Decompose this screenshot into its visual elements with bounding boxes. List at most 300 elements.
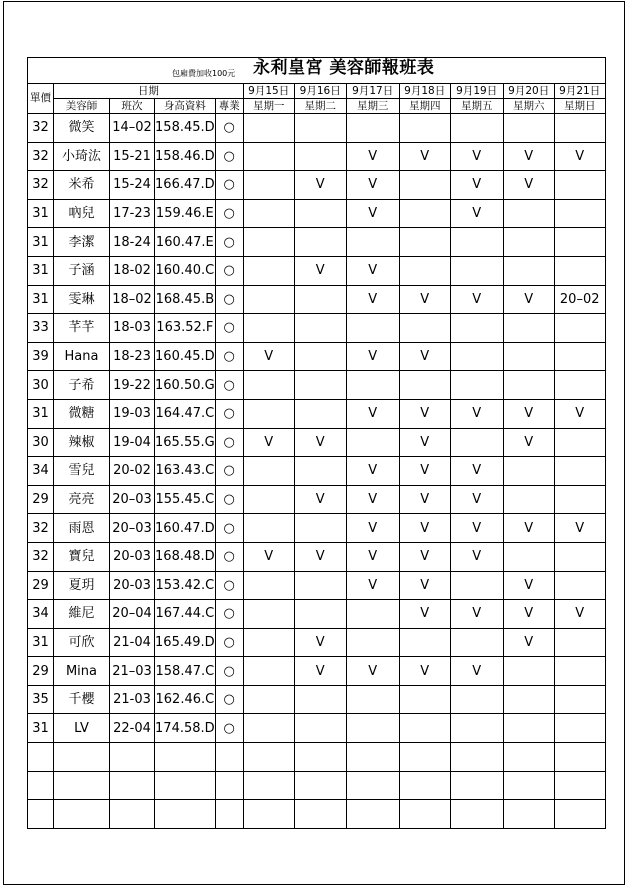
- empty-cell: [346, 771, 399, 800]
- day-cell: V: [503, 628, 554, 657]
- table-row: [28, 628, 606, 657]
- shift-cell: 19-04: [110, 428, 155, 457]
- specialty-cell: ○: [215, 399, 243, 428]
- profile-cell: 162.46.C: [155, 685, 216, 714]
- unit-price-cell: 29: [28, 571, 54, 600]
- day-cell: [554, 114, 605, 143]
- day-cell: V: [399, 457, 450, 486]
- empty-cell: [54, 800, 110, 829]
- day-cell: [346, 114, 399, 143]
- empty-cell: [215, 800, 243, 829]
- unit-price-cell: 31: [28, 199, 54, 228]
- day-cell: [243, 285, 294, 314]
- day-cell: V: [554, 399, 605, 428]
- day-cell: [243, 142, 294, 171]
- day-cell: [243, 371, 294, 400]
- day-cell: V: [399, 542, 450, 571]
- day-cell: V: [399, 285, 450, 314]
- day-cell: V: [399, 600, 450, 629]
- day-cell: [294, 685, 346, 714]
- profile-cell: 167.44.C: [155, 600, 216, 629]
- day-cell: [346, 428, 399, 457]
- day-cell: V: [450, 600, 503, 629]
- specialty-cell: ○: [215, 600, 243, 629]
- day-cell: V: [450, 542, 503, 571]
- date-header-cell: 9月20日: [503, 84, 554, 99]
- day-cell: [243, 171, 294, 200]
- specialty-cell: ○: [215, 685, 243, 714]
- table-row: [28, 657, 606, 686]
- empty-cell: [503, 743, 554, 772]
- day-cell: [294, 600, 346, 629]
- profile-cell: 158.47.C: [155, 657, 216, 686]
- profile-cell: 160.47.E: [155, 228, 216, 257]
- day-cell: [243, 571, 294, 600]
- table-row: [28, 228, 606, 257]
- profile-cell: 174.58.D: [155, 714, 216, 743]
- day-cell: [294, 514, 346, 543]
- profile-cell: 160.47.D: [155, 514, 216, 543]
- day-cell: V: [399, 399, 450, 428]
- day-cell: V: [294, 428, 346, 457]
- day-cell: [503, 199, 554, 228]
- day-cell: [243, 199, 294, 228]
- day-cell: [554, 714, 605, 743]
- empty-row: [28, 800, 606, 829]
- day-cell: [450, 685, 503, 714]
- date-header-cell: 9月21日: [554, 84, 605, 99]
- shift-cell: 20–03: [110, 514, 155, 543]
- day-cell: V: [294, 485, 346, 514]
- shift-cell: 21–03: [110, 657, 155, 686]
- stylist-name-cell: 雪兒: [54, 457, 110, 486]
- day-cell: [450, 114, 503, 143]
- empty-cell: [450, 743, 503, 772]
- specialty-cell: ○: [215, 457, 243, 486]
- day-cell: [399, 714, 450, 743]
- day-cell: V: [346, 399, 399, 428]
- specialty-cell: ○: [215, 228, 243, 257]
- day-cell: [503, 228, 554, 257]
- profile-cell: 166.47.D: [155, 171, 216, 200]
- day-cell: V: [294, 542, 346, 571]
- specialty-cell: ○: [215, 342, 243, 371]
- shift-cell: 18-23: [110, 342, 155, 371]
- day-cell: [503, 114, 554, 143]
- specialty-cell: ○: [215, 371, 243, 400]
- table-row: [28, 600, 606, 629]
- day-cell: [294, 114, 346, 143]
- table-row: [28, 457, 606, 486]
- table-row: [28, 256, 606, 285]
- specialty-cell: ○: [215, 171, 243, 200]
- table-row: [28, 571, 606, 600]
- unit-price-cell: 30: [28, 371, 54, 400]
- day-cell: [503, 314, 554, 343]
- day-cell: [399, 256, 450, 285]
- day-cell: [294, 142, 346, 171]
- stylist-name-cell: 亮亮: [54, 485, 110, 514]
- day-cell: [450, 228, 503, 257]
- unit-price-cell: 31: [28, 256, 54, 285]
- shift-cell: 19-22: [110, 371, 155, 400]
- profile-cell: 159.46.E: [155, 199, 216, 228]
- table-row: [28, 285, 606, 314]
- shift-cell: 18-03: [110, 314, 155, 343]
- day-cell: V: [450, 457, 503, 486]
- day-cell: V: [503, 571, 554, 600]
- specialty-cell: ○: [215, 428, 243, 457]
- unit-price-cell: 29: [28, 657, 54, 686]
- stylist-name-cell: 小琦汯: [54, 142, 110, 171]
- day-cell: [450, 714, 503, 743]
- stylist-name-cell: Mina: [54, 657, 110, 686]
- day-cell: V: [503, 514, 554, 543]
- day-cell: V: [346, 199, 399, 228]
- day-cell: [554, 256, 605, 285]
- day-cell: [554, 228, 605, 257]
- day-cell: [450, 314, 503, 343]
- shift-cell: 18–02: [110, 285, 155, 314]
- day-cell: [243, 485, 294, 514]
- shift-cell: 20-03: [110, 571, 155, 600]
- day-cell: [294, 399, 346, 428]
- day-cell: [346, 600, 399, 629]
- empty-cell: [554, 771, 605, 800]
- date-header-cell: 9月19日: [450, 84, 503, 99]
- room-fee-note: 包廂費加收100元: [172, 69, 236, 78]
- profile-cell: 158.46.D: [155, 142, 216, 171]
- weekday-header-cell: 星期六: [503, 99, 554, 114]
- empty-cell: [346, 743, 399, 772]
- empty-cell: [399, 800, 450, 829]
- day-cell: V: [450, 142, 503, 171]
- profile-header: 身高資料: [155, 99, 216, 114]
- table-row: [28, 714, 606, 743]
- weekday-header-cell: 星期三: [346, 99, 399, 114]
- empty-cell: [554, 800, 605, 829]
- day-cell: V: [346, 657, 399, 686]
- weekday-header-cell: 星期四: [399, 99, 450, 114]
- day-cell: V: [243, 428, 294, 457]
- empty-cell: [346, 800, 399, 829]
- day-cell: V: [346, 514, 399, 543]
- unit-price-cell: 31: [28, 285, 54, 314]
- day-cell: [346, 628, 399, 657]
- day-cell: [554, 199, 605, 228]
- profile-cell: 160.45.D: [155, 342, 216, 371]
- day-cell: [243, 600, 294, 629]
- empty-cell: [28, 743, 54, 772]
- day-cell: V: [503, 600, 554, 629]
- empty-cell: [503, 800, 554, 829]
- day-cell: [399, 628, 450, 657]
- table-row: [28, 485, 606, 514]
- day-cell: V: [450, 399, 503, 428]
- day-cell: [503, 256, 554, 285]
- table-row: [28, 371, 606, 400]
- stylist-name-cell: 吶兒: [54, 199, 110, 228]
- profile-cell: 163.52.F: [155, 314, 216, 343]
- unit-price-cell: 32: [28, 171, 54, 200]
- specialty-cell: ○: [215, 542, 243, 571]
- shift-cell: 21-04: [110, 628, 155, 657]
- shift-cell: 18-02: [110, 256, 155, 285]
- day-cell: [503, 542, 554, 571]
- empty-cell: [155, 743, 216, 772]
- specialty-cell: ○: [215, 199, 243, 228]
- unit-price-cell: 39: [28, 342, 54, 371]
- specialty-cell: ○: [215, 657, 243, 686]
- unit-price-cell: 31: [28, 714, 54, 743]
- shift-cell: 15-21: [110, 142, 155, 171]
- shift-cell: 20–03: [110, 485, 155, 514]
- table-row: [28, 399, 606, 428]
- stylist-name-cell: 夏玥: [54, 571, 110, 600]
- day-cell: [399, 371, 450, 400]
- day-cell: [243, 114, 294, 143]
- stylist-name-cell: 辣椒: [54, 428, 110, 457]
- empty-cell: [294, 743, 346, 772]
- empty-cell: [155, 771, 216, 800]
- empty-cell: [110, 743, 155, 772]
- day-cell: [346, 371, 399, 400]
- day-cell: V: [346, 285, 399, 314]
- empty-cell: [215, 743, 243, 772]
- table-row: [28, 314, 606, 343]
- unit-price-cell: 31: [28, 399, 54, 428]
- day-cell: [554, 571, 605, 600]
- unit-price-cell: 33: [28, 314, 54, 343]
- day-cell: [243, 228, 294, 257]
- table-row: [28, 199, 606, 228]
- day-cell: [243, 657, 294, 686]
- empty-cell: [54, 743, 110, 772]
- date-header-cell: 9月17日: [346, 84, 399, 99]
- day-cell: [503, 371, 554, 400]
- date-header-cell: 9月18日: [399, 84, 450, 99]
- stylist-name-cell: 寶兒: [54, 542, 110, 571]
- stylist-name-cell: 子希: [54, 371, 110, 400]
- day-cell: V: [450, 285, 503, 314]
- day-cell: V: [399, 428, 450, 457]
- empty-cell: [450, 800, 503, 829]
- day-cell: [243, 399, 294, 428]
- day-cell: [399, 228, 450, 257]
- day-cell: V: [294, 256, 346, 285]
- day-cell: [554, 371, 605, 400]
- day-cell: V: [346, 256, 399, 285]
- empty-cell: [294, 800, 346, 829]
- day-cell: V: [399, 657, 450, 686]
- unit-price-cell: 32: [28, 114, 54, 143]
- weekday-header-cell: 星期一: [243, 99, 294, 114]
- day-cell: V: [243, 542, 294, 571]
- day-cell: V: [294, 657, 346, 686]
- specialty-cell: ○: [215, 628, 243, 657]
- unit-price-header: 單價: [28, 84, 54, 114]
- day-cell: V: [554, 142, 605, 171]
- unit-price-cell: 31: [28, 228, 54, 257]
- day-cell: [450, 342, 503, 371]
- day-cell: [346, 314, 399, 343]
- day-cell: [554, 457, 605, 486]
- day-cell: [554, 171, 605, 200]
- day-cell: [294, 342, 346, 371]
- empty-row: [28, 743, 606, 772]
- day-cell: [503, 657, 554, 686]
- stylist-name-cell: 雨恩: [54, 514, 110, 543]
- day-cell: V: [346, 485, 399, 514]
- stylist-name-cell: 米希: [54, 171, 110, 200]
- shift-cell: 14–02: [110, 114, 155, 143]
- empty-cell: [110, 771, 155, 800]
- unit-price-cell: 32: [28, 542, 54, 571]
- day-cell: [554, 542, 605, 571]
- stylist-name-cell: 可欣: [54, 628, 110, 657]
- stylist-header: 美容師: [54, 99, 110, 114]
- day-cell: [294, 314, 346, 343]
- day-cell: [450, 428, 503, 457]
- day-cell: [294, 199, 346, 228]
- stylist-name-cell: 子涵: [54, 256, 110, 285]
- day-cell: V: [554, 600, 605, 629]
- day-cell: V: [346, 171, 399, 200]
- shift-cell: 20-03: [110, 542, 155, 571]
- stylist-name-cell: LV: [54, 714, 110, 743]
- day-cell: V: [399, 142, 450, 171]
- empty-cell: [28, 800, 54, 829]
- specialty-cell: ○: [215, 114, 243, 143]
- shift-cell: 20-02: [110, 457, 155, 486]
- table-row: [28, 542, 606, 571]
- day-cell: [243, 314, 294, 343]
- empty-cell: [450, 771, 503, 800]
- stylist-name-cell: 微笑: [54, 114, 110, 143]
- stylist-name-cell: Hana: [54, 342, 110, 371]
- table-row: [28, 142, 606, 171]
- day-cell: [294, 714, 346, 743]
- day-cell: [294, 285, 346, 314]
- day-cell: V: [243, 342, 294, 371]
- stylist-name-cell: 芊芊: [54, 314, 110, 343]
- stylist-name-cell: 李潔: [54, 228, 110, 257]
- date-header-cell: 9月16日: [294, 84, 346, 99]
- schedule-table: [27, 57, 606, 829]
- empty-cell: [503, 771, 554, 800]
- weekday-header-cell: 星期二: [294, 99, 346, 114]
- day-cell: [243, 256, 294, 285]
- profile-cell: 168.48.D: [155, 542, 216, 571]
- day-cell: [554, 342, 605, 371]
- day-cell: V: [450, 199, 503, 228]
- day-cell: [503, 457, 554, 486]
- day-cell: [399, 171, 450, 200]
- profile-cell: 153.42.C: [155, 571, 216, 600]
- unit-price-cell: 34: [28, 457, 54, 486]
- day-cell: [243, 457, 294, 486]
- day-cell: [294, 371, 346, 400]
- stylist-name-cell: 雯琳: [54, 285, 110, 314]
- profile-cell: 165.49.D: [155, 628, 216, 657]
- empty-cell: [243, 743, 294, 772]
- day-cell: [243, 714, 294, 743]
- day-cell: V: [503, 285, 554, 314]
- day-cell: [554, 485, 605, 514]
- day-cell: [294, 228, 346, 257]
- day-cell: V: [450, 514, 503, 543]
- specialty-header: 專業: [215, 99, 243, 114]
- weekday-header-cell: 星期五: [450, 99, 503, 114]
- date-header: 日期: [54, 84, 244, 99]
- day-cell: V: [450, 657, 503, 686]
- unit-price-cell: 30: [28, 428, 54, 457]
- day-cell: [503, 342, 554, 371]
- empty-cell: [28, 771, 54, 800]
- shift-cell: 20–04: [110, 600, 155, 629]
- profile-cell: 160.50.G: [155, 371, 216, 400]
- day-cell: [294, 457, 346, 486]
- day-cell: [503, 685, 554, 714]
- stylist-name-cell: 微糖: [54, 399, 110, 428]
- day-cell: [346, 685, 399, 714]
- page-title: 永利皇宮 美容師報班表: [253, 58, 435, 78]
- day-cell: [399, 685, 450, 714]
- day-cell: [399, 314, 450, 343]
- specialty-cell: ○: [215, 514, 243, 543]
- day-cell: V: [346, 342, 399, 371]
- table-row: [28, 685, 606, 714]
- day-cell: V: [503, 428, 554, 457]
- day-cell: V: [294, 628, 346, 657]
- stylist-name-cell: 千櫻: [54, 685, 110, 714]
- table-row: [28, 171, 606, 200]
- profile-cell: 164.47.C: [155, 399, 216, 428]
- day-cell: [554, 657, 605, 686]
- profile-cell: 155.45.C: [155, 485, 216, 514]
- specialty-cell: ○: [215, 256, 243, 285]
- profile-cell: 168.45.B: [155, 285, 216, 314]
- empty-cell: [155, 800, 216, 829]
- unit-price-cell: 29: [28, 485, 54, 514]
- unit-price-cell: 34: [28, 600, 54, 629]
- table-row: [28, 428, 606, 457]
- empty-cell: [110, 800, 155, 829]
- day-cell: V: [399, 485, 450, 514]
- day-cell: V: [503, 142, 554, 171]
- day-cell: V: [346, 142, 399, 171]
- day-cell: V: [503, 171, 554, 200]
- profile-cell: 158.45.D: [155, 114, 216, 143]
- day-cell: [554, 685, 605, 714]
- empty-row: [28, 771, 606, 800]
- empty-cell: [554, 743, 605, 772]
- day-cell: V: [450, 485, 503, 514]
- profile-cell: 163.43.C: [155, 457, 216, 486]
- stylist-name-cell: 維尼: [54, 600, 110, 629]
- day-cell: [243, 685, 294, 714]
- day-cell: [243, 514, 294, 543]
- shift-cell: 15-24: [110, 171, 155, 200]
- day-cell: V: [346, 571, 399, 600]
- day-cell: [346, 228, 399, 257]
- day-cell: [399, 114, 450, 143]
- day-cell: [243, 628, 294, 657]
- specialty-cell: ○: [215, 571, 243, 600]
- day-cell: 20–02: [554, 285, 605, 314]
- shift-cell: 21-03: [110, 685, 155, 714]
- weekday-header-cell: 星期日: [554, 99, 605, 114]
